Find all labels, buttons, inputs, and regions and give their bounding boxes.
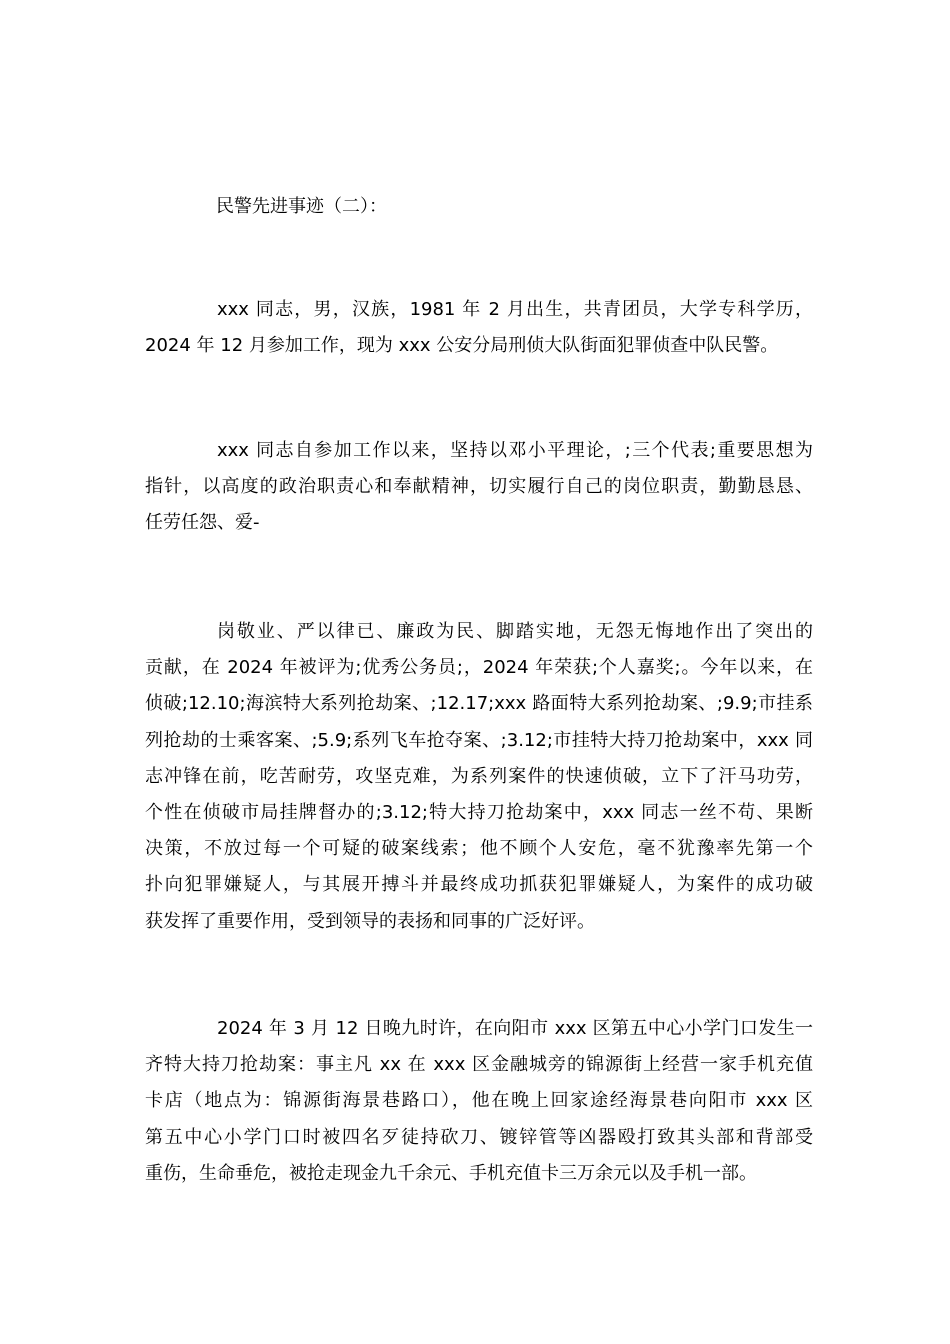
paragraph-line: 重伤，生命垂危，被抢走现金九千余元、手机充值卡三万余元以及手机一部。: [145, 1162, 757, 1184]
paragraph-line: xxx 同志，男，汉族，1981 年 2 月出生，共青团员，大学专科学历，: [217, 299, 813, 320]
paragraph-line: 贡献，在 2024 年被评为;优秀公务员;，2024 年荣获;个人嘉奖;。今年以来，在: [145, 657, 813, 679]
paragraph-line: 获发挥了重要作用，受到领导的表扬和同事的广泛好评。: [145, 910, 595, 932]
paragraph-line: 岗敬业、严以律已、廉政为民、脚踏实地，无怨无悔地作出了突出的: [217, 621, 813, 642]
paragraph-line: 侦破;12.10;海滨特大系列抢劫案、;12.17;xxx 路面特大系列抢劫案、;9.9;市挂系: [145, 693, 813, 715]
paragraph-line: 齐特大持刀抢劫案：事主凡 xx 在 xxx 区金融城旁的锦源街上经营一家手机充值: [145, 1054, 813, 1076]
paragraph-line: 扑向犯罪嫌疑人，与其展开搏斗并最终成功抓获犯罪嫌疑人，为案件的成功破: [145, 874, 813, 896]
paragraph-line: 卡店（地点为：锦源街海景巷路口），他在晚上回家途经海景巷向阳市 xxx 区: [145, 1090, 813, 1112]
paragraph-line: 决策，不放过每一个可疑的破案线索；他不顾个人安危，毫不犹豫率先第一个: [145, 838, 813, 860]
paragraph-conduct: [145, 433, 813, 542]
paragraph-profile: [145, 292, 813, 364]
paragraph-line: 列抢劫的士乘客案、;5.9;系列飞车抢夺案、;3.12;市挂特大持刀抢劫案中，xxx 同: [145, 729, 813, 751]
paragraph-line: 个性在侦破市局挂牌督办的;3.12;特大持刀抢劫案中，xxx 同志一丝不苟、果断: [145, 801, 813, 823]
paragraph-line: 2024 年 3 月 12 日晚九时许，在向阳市 xxx 区第五中心小学门口发生一: [217, 1018, 813, 1039]
paragraph-achievements: [145, 614, 813, 940]
paragraph-case-details: [145, 1011, 813, 1192]
document-heading: 民警先进事迹（二）：: [216, 196, 387, 217]
paragraph-line: 指针，以高度的政治职责心和奉献精神，切实履行自己的岗位职责，勤勤恳恳、: [145, 476, 813, 498]
paragraph-line: 志冲锋在前，吃苦耐劳，攻坚克难，为系列案件的快速侦破，立下了汗马功劳，: [145, 765, 813, 787]
paragraph-line: xxx 同志自参加工作以来，坚持以邓小平理论，;三个代表;重要思想为: [217, 440, 813, 461]
paragraph-line: 第五中心小学门口时被四名歹徒持砍刀、镀锌管等凶器殴打致其头部和背部受: [145, 1126, 813, 1148]
paragraph-line: 2024 年 12 月参加工作，现为 xxx 公安分局刑侦大队街面犯罪侦查中队民警。: [145, 335, 779, 357]
paragraph-line: 任劳任怨、爱-: [145, 512, 260, 534]
